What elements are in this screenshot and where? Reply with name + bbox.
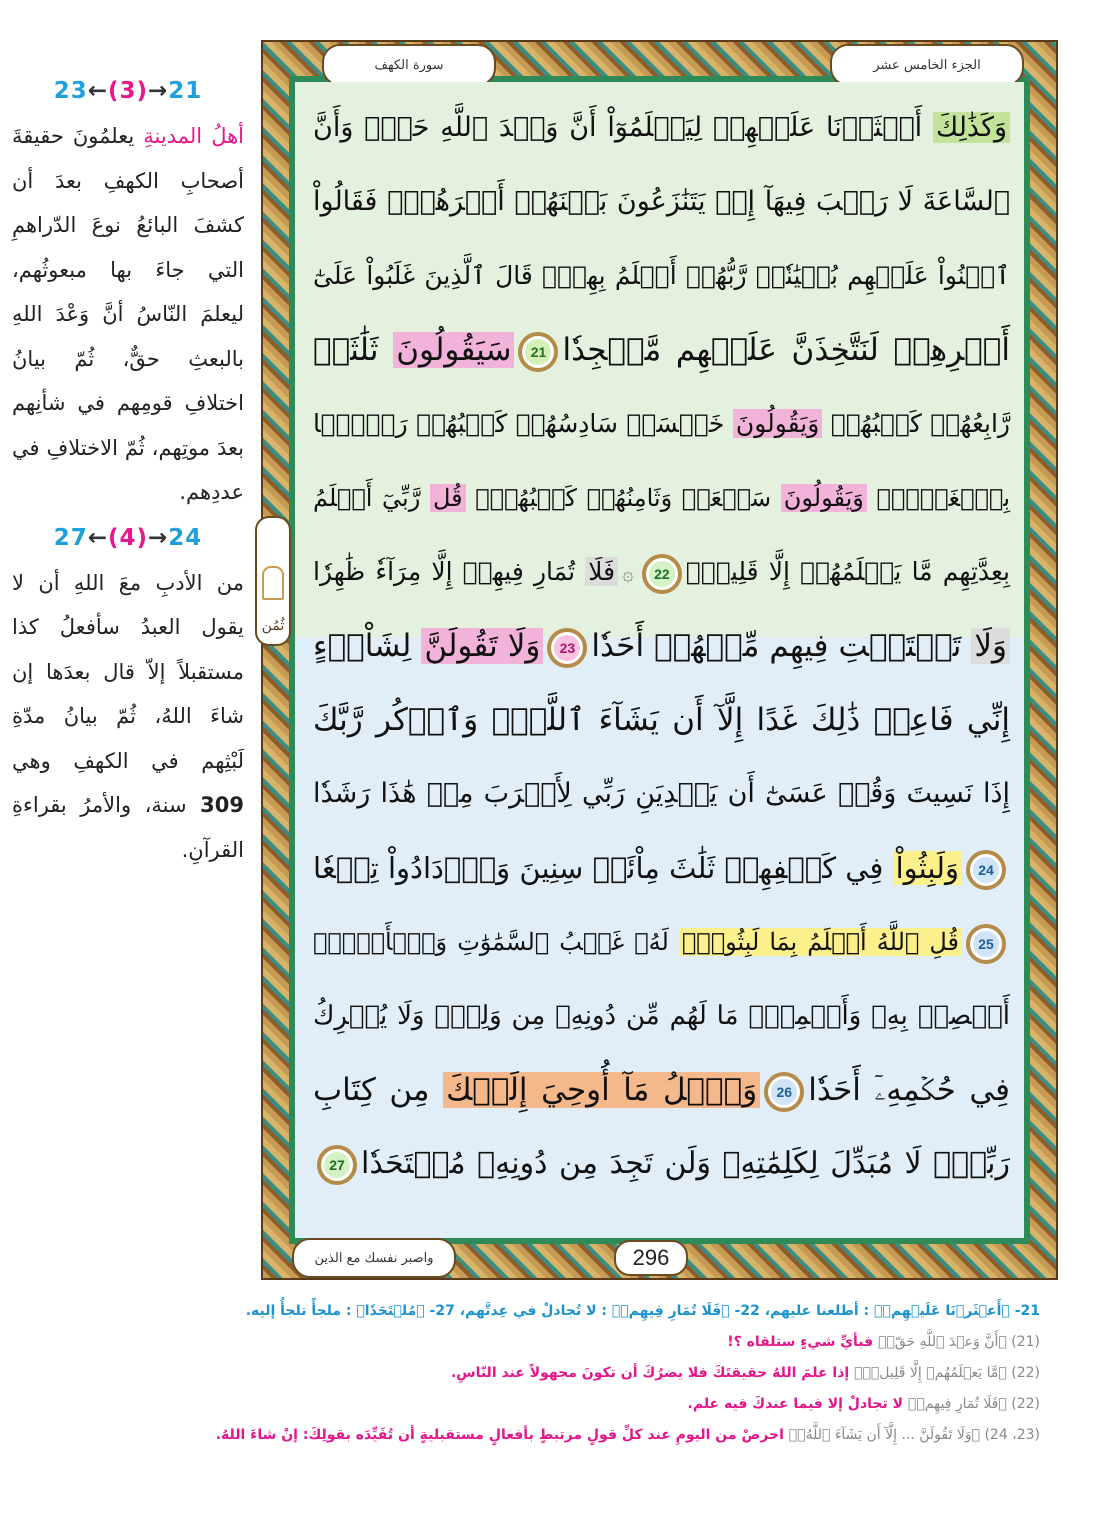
quran-line-15: رَبِّكَۖ لَا مُبَدِّلَ لِكَلِمَٰتِهِۦ وَلَن تَجِدَ مِن دُونِهِۦ مُلۡتَحَدٗا27 — [313, 1132, 1010, 1196]
tafsir-highlight: أهلُ المدينةِ — [143, 124, 245, 148]
quran-page-body — [295, 82, 1024, 1238]
verse-range-nav-2: 27←(4)→24 — [53, 524, 203, 551]
quran-line-9: إِنِّي فَاعِلٞ ذَٰلِكَ غَدًا إِلَّآ أَن يَشَآءَ ٱللَّهُۚ وَٱذۡكُر رَّبَّكَ — [313, 702, 1010, 738]
surah-label: سورة الكهف — [322, 44, 496, 86]
tafsir-number: 309 — [200, 793, 244, 817]
quran-line-13: أَبۡصِرۡ بِهِۦ وَأَسۡمِعۡۚ مَا لَهُم مِّن دُونِهِۦ مِن وَلِيّٖ وَلَا يُشۡرِكُ — [313, 1001, 1010, 1031]
reflection-note-2: (22) ﴿مَّا يَعۡلَمُهُمۡ إِلَّا قَلِيلٞۗ﴾ إذا علمَ اللهُ حقيقتَكَ فلا يضرُكَ أن تكونَ مجهولاً عند النّاسِ. — [450, 1365, 1040, 1381]
reflection-note-4: (23، 24) ﴿وَلَا تَقُولَنَّ ... إِلَّآ أَن يَشَآءَ ٱللَّهُۚ﴾ احرصْ من اليومِ عند كلِّ قولٍ مرتبطٍ بأفعالٍ مستقبليةٍ أن تُقَيِّدَه بقولِكَ: إنْ شاءَ اللهُ. — [215, 1427, 1040, 1443]
reflection-note-1: (21) ﴿أَنَّ وَعۡدَ ٱللَّهِ حَقّٞ﴾ فبأيِّ شيءٍ ستلقاه ؟! — [727, 1334, 1040, 1350]
footnotes — [140, 1296, 1040, 1451]
highlight-word: وَكَذَٰلِكَ — [933, 112, 1010, 143]
quran-line-1: وَكَذَٰلِكَ أَعۡثَرۡنَا عَلَيۡهِمۡ لِيَعۡلَمُوٓاْ أَنَّ وَعۡدَ ٱللَّهِ حَقّٞ وَأَنَّ — [313, 96, 1010, 160]
juz-label: الجزء الخامس عشر — [830, 44, 1024, 86]
ayah-marker: 24 — [966, 850, 1006, 890]
ayah-marker: 25 — [966, 924, 1006, 964]
rub-star-icon: ۞ — [622, 561, 634, 585]
verse-range-nav-1: 23←(3)→21 — [53, 78, 203, 104]
ayah-marker: 23 — [547, 628, 587, 668]
quran-line-12: 25قُلِ ٱللَّهُ أَعۡلَمُ بِمَا لَبِثُواْۖ لَهُۥ غَيۡبُ ٱلسَّمَٰوَٰتِ وَٱلۡأَرۡضِۖ — [313, 910, 1010, 974]
tafsir-text: سنة، والأمرُ بقراءةِ القرآنِ. — [12, 793, 244, 862]
highlight-word: قُل — [430, 484, 466, 512]
section-number: (4) — [107, 524, 149, 551]
highlight-word: قُلِ ٱللَّهُ أَعۡلَمُ بِمَا لَبِثُواْۖ — [679, 928, 962, 956]
ayah-marker: 27 — [317, 1145, 357, 1185]
highlight-word: وَلَا تَقُولَنَّ — [421, 628, 543, 664]
section-number: (3) — [107, 78, 149, 104]
highlight-word: وَلَبِثُواْ — [893, 851, 962, 885]
quran-line-3: ٱبۡنُواْ عَلَيۡهِم بُنۡيَٰنٗاۖ رَّبُّهُمۡ أَعۡلَمُ بِهِمۡۚ قَالَ ٱلَّذِينَ غَلَبُواْ عَلَىٰٓ — [313, 261, 1010, 290]
range-end: 27 — [53, 524, 88, 551]
ayah-marker: 21 — [518, 332, 558, 372]
highlight-word: فَلَا — [585, 557, 618, 586]
hizb-marker: ثُمُن — [255, 516, 291, 646]
range-end: 23 — [53, 78, 88, 104]
highlight-word: وَلَا — [971, 628, 1010, 664]
ayah-marker: 26 — [764, 1072, 804, 1112]
next-page-catchword: واصبر نفسك مع الذين — [292, 1238, 456, 1278]
highlight-word: سَيَقُولُونَ — [393, 332, 514, 368]
quran-line-11: 24وَلَبِثُواْ فِي كَهۡفِهِمۡ ثَلَٰثَ مِاْئَةٖ سِنِينَ وَٱزۡدَادُواْ تِسۡعٗا — [313, 836, 1010, 900]
tafsir-text: يعلمُونَ حقيقةَ أصحابِ الكهفِ بعدَ أن كشفَ البائعُ نوعَ الدّراهمِ التي جاءَ بها مبعوثُهم، ليعلمَ النّاسُ أنَّ وَعْدَ اللهِ بالبعثِ حقٌّ، ثُمّ بيانُ اختلافِ قومِهم في شأنِهم بعدَ موتِهم، ثُمّ الاختلافِ في عددِهم. — [12, 124, 244, 504]
quran-line-8: وَلَا تَسۡتَفۡتِ فِيهِم مِّنۡهُمۡ أَحَدٗا23وَلَا تَقُولَنَّ لِشَاْيۡءٍ — [313, 614, 1010, 678]
range-start: 24 — [168, 524, 203, 551]
highlight-word: وَيَقُولُونَ — [733, 409, 822, 438]
tafsir-text: من الأدبِ معَ اللهِ أن لا يقول العبدُ سأفعلُ كذا مستقبلاً إلاّ قال بعدَها إن شاءَ اللهُ، ثُمّ بيانُ مدّةِ لَبْثِهم في الكهفِ وهي — [12, 570, 244, 773]
highlight-word: وَيَقُولُونَ — [781, 484, 867, 512]
ayah-marker: 22 — [642, 554, 682, 594]
quran-line-10: إِذَا نَسِيتَ وَقُلۡ عَسَىٰٓ أَن يَهۡدِيَنِ رَبِّي لِأَقۡرَبَ مِنۡ هَٰذَا رَشَدٗا — [313, 778, 1010, 809]
tafsir-sidebar — [12, 78, 244, 1288]
mihrab-icon — [262, 566, 284, 600]
quran-line-7: بِعِدَّتِهِم مَّا يَعۡلَمُهُمۡ إِلَّا قَلِيلٞۗ22۞فَلَا تُمَارِ فِيهِمۡ إِلَّا مِرَآءٗ ظَٰهِرٗا — [313, 540, 1010, 604]
range-start: 21 — [168, 78, 203, 104]
quran-line-5: رَّابِعُهُمۡ كَلۡبُهُمۡ وَيَقُولُونَ خَمۡسَةٞ سَادِسُهُمۡ كَلۡبُهُمۡ رَجۡمَۢا — [313, 409, 1010, 438]
tafsir-block-1 — [12, 114, 244, 515]
page-number: 296 — [614, 1240, 688, 1276]
highlight-word: وَٱتۡلُ مَآ أُوحِيَ إِلَيۡكَ — [443, 1072, 760, 1108]
quran-line-2: ٱلسَّاعَةَ لَا رَيۡبَ فِيهَآ إِذۡ يَتَنَٰزَعُونَ بَيۡنَهُمۡ أَمۡرَهُمۡۖ فَقَالُواْ — [313, 186, 1010, 217]
quran-line-4: أَمۡرِهِمۡ لَنَتَّخِذَنَّ عَلَيۡهِم مَّسۡجِدٗا21سَيَقُولُونَ ثَلَٰثَةٞ — [313, 318, 1010, 382]
quran-line-6: بِٱلۡغَيۡبِۖ وَيَقُولُونَ سَبۡعَةٞ وَثَامِنُهُمۡ كَلۡبُهُمۡۚ قُل رَّبِّيٓ أَعۡلَمُ — [313, 484, 1011, 512]
reflection-note-3: (22) ﴿فَلَا تُمَارِ فِيهِمۡ﴾ لا تجادلْ إلا فيما عندكَ فيه علم. — [687, 1396, 1040, 1412]
quran-line-14: فِي حُكۡمِهِۦٓ أَحَدٗا26وَٱتۡلُ مَآ أُوحِيَ إِلَيۡكَ مِن كِتَابِ — [313, 1058, 1010, 1122]
vocabulary-note: 21- ﴿أَعۡثَرۡنَا عَلَيۡهِمۡ﴾ : أطلعنا عليهم، 22- ﴿فَلَا تُمَارِ فِيهِمۡ﴾ : لا تُجادلْ في عِدتَّهم، 27- ﴿مُلۡتَحَدٗا﴾ : ملجأً تلجأُ إليه. — [245, 1303, 1040, 1319]
tafsir-block-2 — [12, 561, 244, 873]
